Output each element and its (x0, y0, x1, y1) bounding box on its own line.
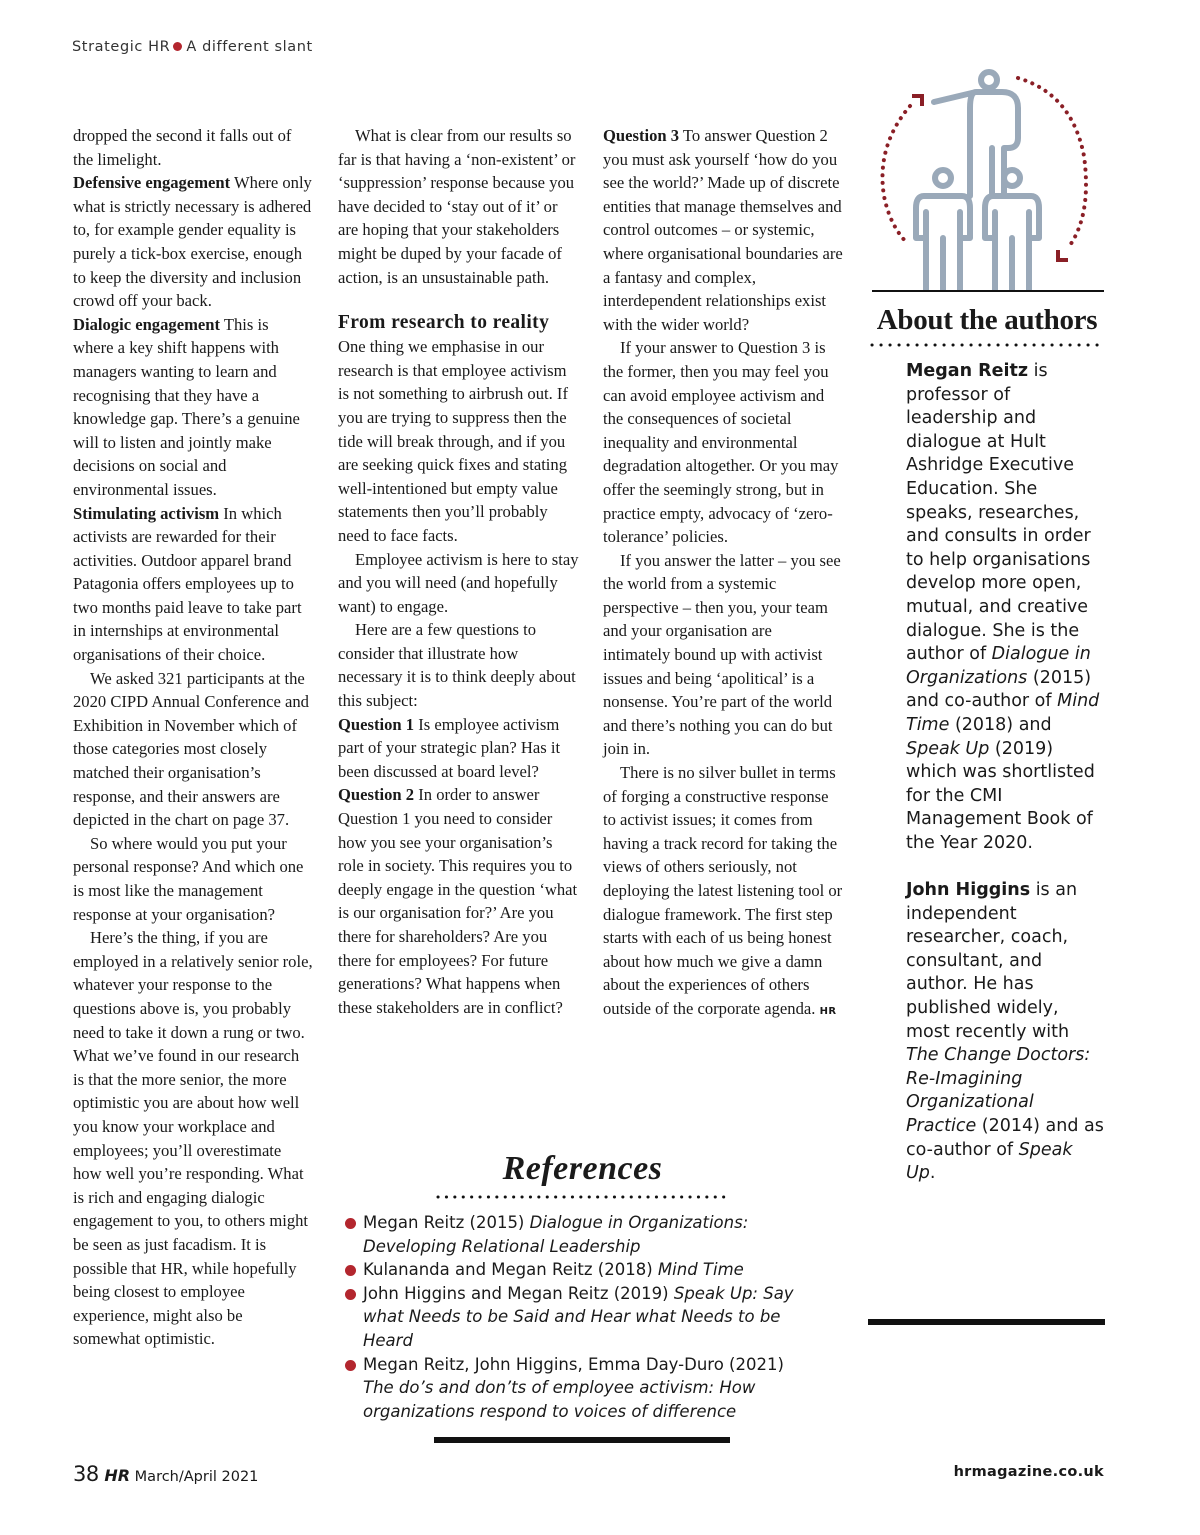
reference-item (344, 1353, 794, 1424)
website-url[interactable]: hrmagazine.co.uk (953, 1464, 1104, 1480)
reference-title: The do’s and don’ts of employee activism: How organizations respond to voices of difference (363, 1378, 756, 1421)
issue-date: March/April 2021 (134, 1469, 259, 1485)
paragraph: Here’s the thing, if you are employed in a relatively senior role, whatever your response to the questions above is, you probably need to take it down a rung or two. What we’ve found in our research is that the more senior, the more optimistic you are about how well you know your workplace and employees; you’ll overestimate how well you’re responding. What is rich and engaging dialogic engagement to you, to others might be seen as just facadism. It is possible that HR, while hopefully being closest to employee experience, might also be somewhat optimistic. (73, 928, 313, 1349)
reference-lead: Megan Reitz, John Higgins, Emma Day-Duro (2021) (363, 1354, 784, 1374)
magazine-logo: HR (104, 1466, 131, 1485)
paragraph: What is clear from our results so far is that having a ‘non-existent’ or ‘suppression’ response because you have decided to ‘stay out of it’ or are hoping that your stakeholders might be duped by your facade of action, is an unsustainable path. (338, 126, 576, 287)
author-bio-higgins (906, 879, 1106, 1186)
question-text: To answer Question 2 you must ask yourself ‘how do you see the world?’ Made up of discrete entities that manage themselves and control outcomes – or systemic, where organisational boundaries are a fantasy and complex, interdependent relationships exist with the wider world? (603, 126, 843, 334)
book-title: Mind Time (906, 691, 1100, 735)
paragraph (73, 171, 313, 313)
paragraph: Employee activism is here to stay and you will need (and hopefully want) to engage. (338, 549, 579, 616)
bio-text: (2018) and (949, 714, 1052, 735)
reference-lead: Kulananda and Megan Reitz (2018) (363, 1260, 658, 1280)
paragraph-text: There is no silver bullet in terms of forging a constructive response to activist issues; it comes from having a track record for taking the views of others seriously, not deploying the latest listening tool or dialogue framework. The first step starts with each of us being honest about how much we give a damn about the experiences of others outside of the corporate agenda. (603, 763, 843, 1018)
term-text: Where only what is strictly necessary is adhered to, for example gender equality is purely a tick-box exercise, enough to keep the diversity and inclusion crowd off your back. (73, 173, 312, 311)
book-title: Dialogue in Organizations (906, 644, 1091, 688)
page-number: 38 (73, 1462, 99, 1486)
bio-text: (2015) and co-author of (906, 667, 1092, 712)
paragraph (338, 713, 580, 784)
author-bio-reitz (906, 360, 1106, 855)
end-mark: HR (819, 1005, 837, 1017)
references-title: References (502, 1150, 663, 1187)
bullet-dot-icon (345, 1360, 356, 1371)
reference-lead: Megan Reitz (2015) (363, 1213, 530, 1232)
reference-lead: John Higgins and Megan Reitz (2019) (363, 1283, 674, 1303)
paragraph: If your answer to Question 3 is the former, then you may feel you can avoid employee activism and the consequences of societal inequality and environmental degradation altogether. Or you may offer the seemingly strong, but in practice empty, advocacy of ‘zero-tolerance’ policies. (603, 338, 839, 547)
paragraph (603, 761, 843, 1024)
bio-text: is professor of leadership and dialogue at Hult Ashridge Executive Education. She speaks, researches, and consults in order to help organisations develop more open, mutual, and creative dialogue. She is the author of (906, 361, 1091, 665)
authors-bio (906, 360, 1106, 1186)
article-column-3 (603, 124, 843, 1024)
bullet-dot-icon (345, 1265, 356, 1276)
author-name: John Higgins (906, 880, 1031, 901)
book-title: Speak Up (906, 738, 990, 759)
paragraph: We asked 321 participants at the 2020 CIPD Annual Conference and Exhibition in November which of those categories most closely matched their organisation’s response, and their answers are depicted in the chart on page 37. (73, 668, 309, 830)
reference-title: Speak Up: Say what Needs to be Said and Hear what Needs to be Heard (363, 1283, 794, 1350)
dotted-rule (436, 1194, 734, 1200)
paragraph (603, 124, 843, 336)
paragraph (338, 783, 580, 1019)
term-label: Dialogic engagement (73, 314, 221, 334)
book-title: Speak Up (906, 1139, 1073, 1184)
paragraph (73, 502, 313, 667)
paragraph: If you answer the latter – you see the world from a systemic perspective – then you, your team and your organisation are intimately bound up with activist issues and being ‘apolitical’ is a nonsense. You’re part of the world and there’s nothing you can do but join in. (603, 550, 841, 759)
people-pyramid-icon (872, 66, 1104, 292)
article-column-2 (338, 124, 580, 1019)
question-label: Question 2 (338, 785, 415, 805)
term-label: Defensive engagement (73, 173, 231, 193)
subheading: From research to reality (338, 312, 550, 334)
term-text: This is where a key shift happens with managers wanting to learn and recognising that they have a knowledge gap. There’s a genuine will to listen and jointly make decisions on social and environmental issues. (73, 314, 300, 499)
bio-text: (2019) which was shortlisted for the CMI Management Book of the Year 2020. (906, 738, 1095, 853)
authors-bottom-rule (868, 1319, 1105, 1325)
section-label: Strategic HR (72, 39, 171, 55)
references-bottom-rule (434, 1437, 730, 1443)
paragraph: dropped the second it falls out of the limelight. (73, 126, 292, 169)
reference-item (344, 1211, 794, 1258)
article-column-1 (73, 124, 313, 1351)
question-text: In order to answer Question 1 you need to consider how you see your organisation’s role in society. This requires you to deeply engage in the question ‘what is our organisation for?’ Are you there for shareholders? Are you there for employees? For future generations? What happens when these stakeholders are in conflict? (338, 785, 578, 1017)
reference-item (344, 1258, 794, 1282)
bio-text: is an independent researcher, coach, consultant, and author. He has published widely, most recently with (906, 880, 1078, 1042)
question-label: Question 1 (338, 714, 415, 734)
bio-text: (2014) and as co-author of (906, 1116, 1104, 1160)
author-name: Megan Reitz (906, 361, 1029, 381)
dotted-rule (870, 342, 1106, 348)
reference-title: Dialogue in Organizations: Developing Relational Leadership (363, 1213, 749, 1256)
running-head (72, 39, 313, 55)
term-text: In which activists are rewarded for their activities. Outdoor apparel brand Patagonia offers employees up to two months paid leave to take part in internships at environmental organisations of their choice. (73, 503, 302, 665)
bio-text: . (929, 1163, 936, 1184)
section-subtitle: A different slant (186, 39, 313, 55)
bullet-dot-icon (173, 42, 182, 51)
paragraph: So where would you put your personal response? And which one is most like the management response at your organisation? (73, 833, 304, 924)
question-label: Question 3 (603, 126, 680, 145)
references-list (344, 1211, 794, 1423)
paragraph: Here are a few questions to consider that illustrate how necessary it is to think deeply about this subject: (338, 620, 576, 711)
paragraph (73, 313, 313, 502)
spacer (906, 855, 1106, 879)
term-label: Stimulating activism (73, 503, 220, 523)
question-text: Is employee activism part of your strategic plan? Has it been discussed at board level? (338, 714, 561, 781)
folio (73, 1462, 258, 1486)
reference-title: Mind Time (657, 1260, 744, 1280)
book-title: The Change Doctors: Re-Imagining Organizational Practice (906, 1045, 1091, 1136)
bullet-dot-icon (345, 1218, 356, 1229)
reference-item (344, 1282, 794, 1353)
authors-title: About the authors (876, 304, 1098, 336)
bullet-dot-icon (345, 1289, 356, 1300)
paragraph: One thing we emphasise in our research is that employee activism is not something to airbrush out. If you are trying to suppress then the tide will break through, and if you are seeking quick fixes and stating well-intentioned but empty value statements then you’ll probably need to face facts. (338, 337, 568, 545)
